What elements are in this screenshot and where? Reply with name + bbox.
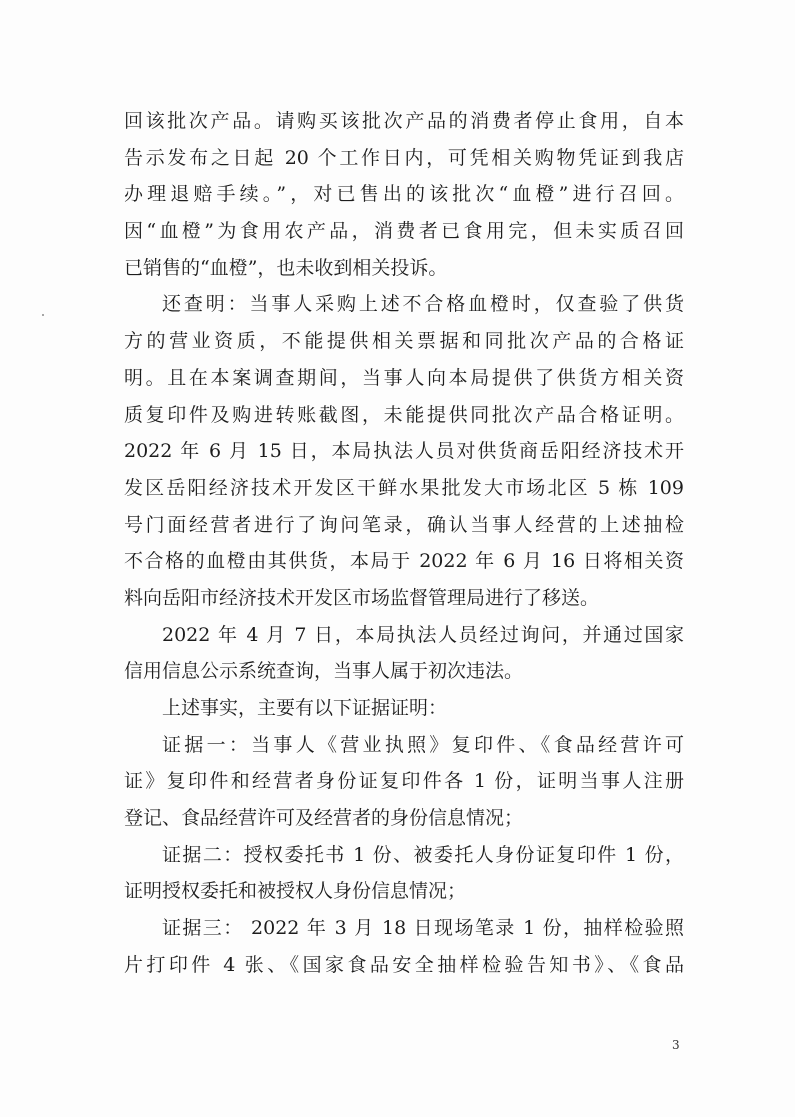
text-line: 证据一：当事人《营业执照》复印件、《食品经营许可 [162,733,684,756]
text-line: 质复印件及购进转账截图，未能提供同批次产品合格证明。 [124,403,684,426]
text-line: 还查明：当事人采购上述不合格血橙时，仅查验了供货 [162,293,684,316]
text-line: 片打印件 4 张、《国家食品安全抽样检验告知书》、《食品 [124,953,684,976]
text-line: 方的营业资质，不能提供相关票据和同批次产品的合格证 [124,330,684,353]
paragraph [124,690,684,727]
text-line: 证据三： 2022 年 3 月 18 日现场笔录 1 份，抽样检验照 [162,917,684,940]
text-line: 信用信息公示系统查询，当事人属于初次违法。 [124,660,524,683]
text-line: 办理退赔手续。”，对已售出的该批次“血橙”进行召回。 [124,183,684,206]
text-line: 2022 年 4 月 7 日，本局执法人员经过询问，并通过国家 [162,623,684,646]
text-line: 明。且在本案调查期间，当事人向本局提供了供货方相关资 [124,366,684,389]
text-line: 告示发布之日起 20 个工作日内，可凭相关购物凭证到我店 [124,146,684,169]
text-line: 2022 年 6 月 15 日，本局执法人员对供货商岳阳经济技术开 [124,440,684,463]
text-line: 号门面经营者进行了询问笔录，确认当事人经营的上述抽检 [124,513,684,536]
text-line: 登记、食品经营许可及经营者的身份信息情况； [124,807,524,830]
paragraph [124,617,684,690]
text-line: 料向岳阳市经济技术开发区市场监督管理局进行了移送。 [124,586,600,609]
text-line: 证》复印件和经营者身份证复印件各 1 份，证明当事人注册 [124,770,684,793]
text-line: 因“血橙”为食用农产品，消费者已食用完，但未实质召回 [124,220,684,243]
page-number: 3 [672,1038,680,1052]
text-line: 已销售的“血橙”，也未收到相关投诉。 [124,256,448,279]
paragraph [124,910,684,983]
text-line: 发区岳阳经济技术开发区干鲜水果批发大市场北区 5 栋 109 [124,476,684,499]
paragraph [124,837,684,910]
paragraph [124,286,684,616]
paragraph [124,103,684,286]
text-line: 不合格的血橙由其供货，本局于 2022 年 6 月 16 日将相关资 [124,550,684,573]
text-line: 回该批次产品。请购买该批次产品的消费者停止食用，自本 [124,110,684,132]
text-line: 证据二：授权委托书 1 份、被委托人身份证复印件 1 份， [162,843,684,866]
body-text [124,103,684,984]
paragraph [124,727,684,837]
scan-speck [42,314,44,316]
text-line: 证明授权委托和被授权人身份信息情况； [124,880,467,903]
text-line: 上述事实，主要有以下证据证明： [162,697,448,719]
